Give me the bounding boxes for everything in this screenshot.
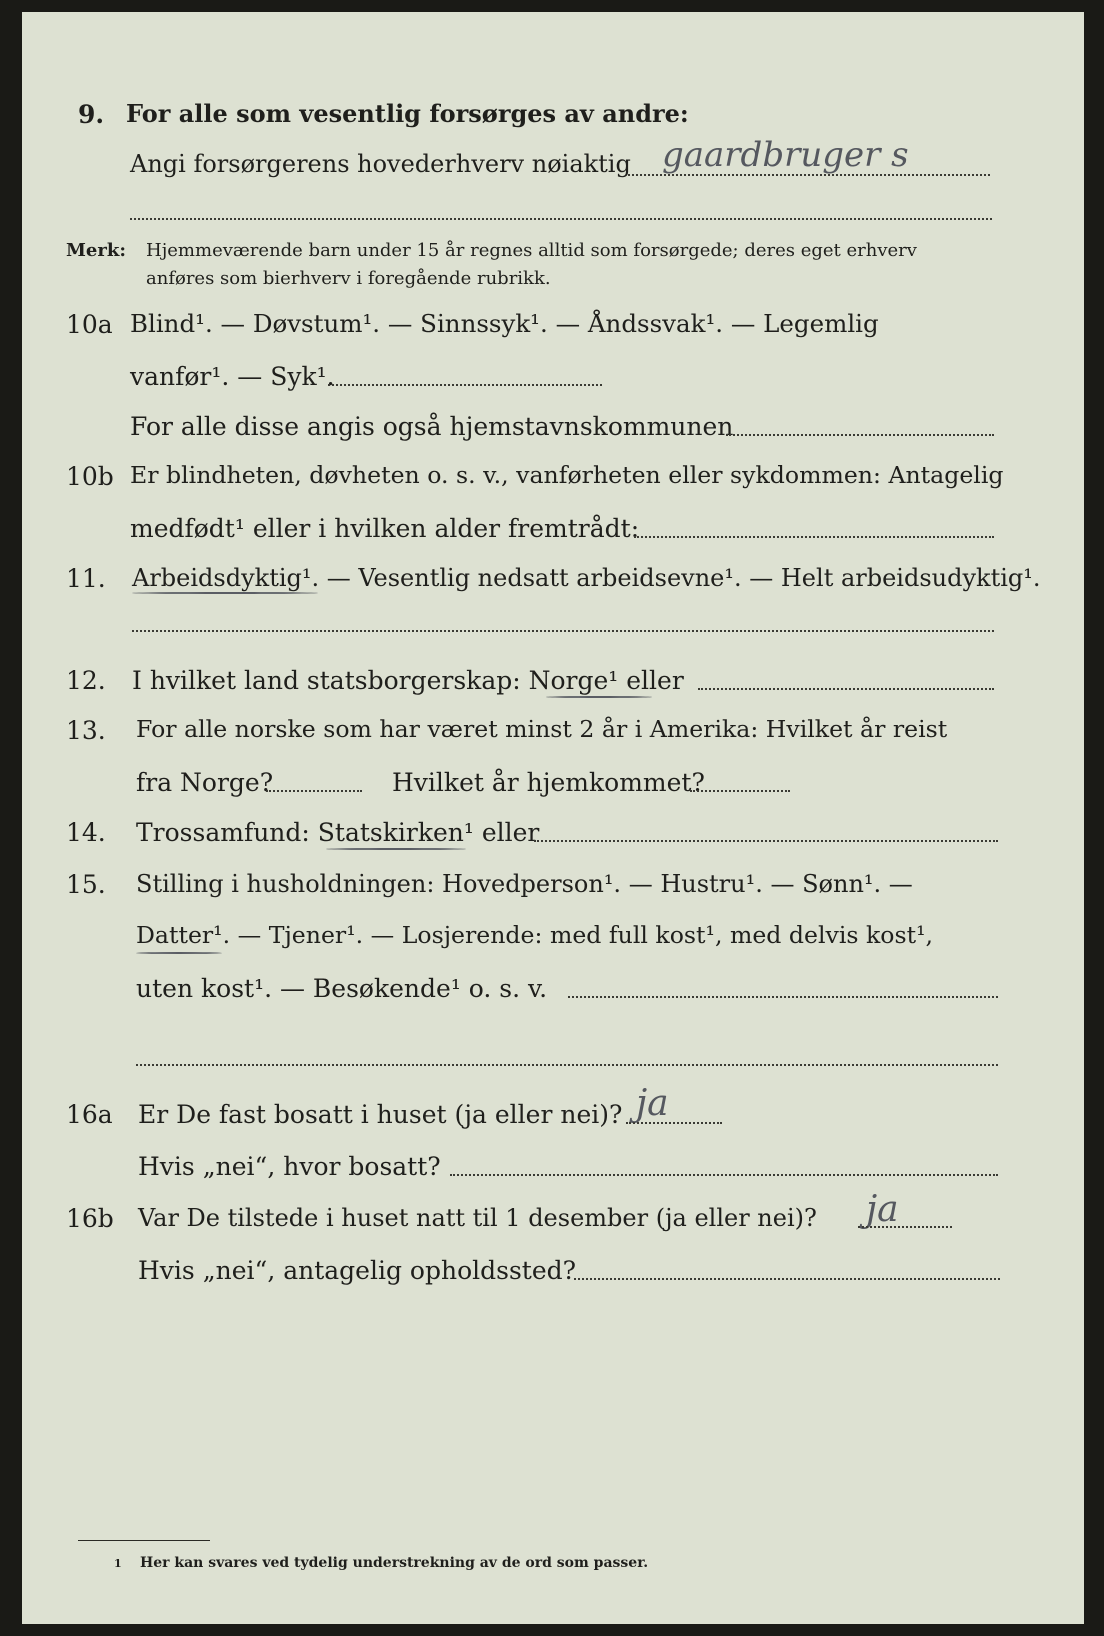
q12-number: 12. — [66, 666, 106, 695]
q16a-line2: Hvis „nei“, hvor bosatt? — [138, 1152, 441, 1181]
q16b-opholdssted-line — [574, 1278, 1000, 1280]
q10a-line3: For alle disse angis også hjemstavnskommunen — [130, 412, 734, 441]
q12-handwritten-underline — [546, 696, 652, 698]
q13-number: 13. — [66, 716, 106, 745]
q10a-kommune-line — [726, 434, 994, 436]
q11-line1: Arbeidsdyktig¹. — Vesentlig nedsatt arbeidsevne¹. — Helt arbeidsudyktig¹. — [132, 564, 1041, 592]
q13-reist-line — [266, 790, 362, 792]
q13-line2a: fra Norge? — [136, 768, 274, 797]
q15-answer-line — [568, 996, 998, 998]
q14-line1: Trossamfund: Statskirken¹ eller — [136, 818, 540, 847]
q10a-number: 10a — [66, 310, 113, 339]
q13-line2b: Hvilket år hjemkommet? — [392, 768, 705, 797]
q16a-number: 16a — [66, 1100, 113, 1129]
merk-note-line1: Hjemmeværende barn under 15 år regnes alltid som forsørgede; deres eget erhverv — [146, 240, 917, 261]
q11-number: 11. — [66, 564, 106, 593]
q14-handwritten-underline — [326, 848, 466, 850]
q9-question-line2: Angi forsørgerens hovederhverv nøiaktig — [130, 150, 631, 178]
footnote-rule — [78, 1540, 210, 1541]
footnote-mark: 1 — [114, 1557, 122, 1570]
footnote-text: Her kan svares ved tydelig understrekning av de ord som passer. — [140, 1555, 649, 1571]
q14-answer-line — [534, 840, 998, 842]
q9-question: For alle som vesentlig forsørges av andre: — [126, 99, 689, 128]
q10b-line2: medfødt¹ eller i hvilken alder fremtrådt: — [130, 514, 640, 543]
q15-number: 15. — [66, 870, 106, 899]
q13-line1: For alle norske som har været minst 2 år i Amerika: Hvilket år reist — [136, 715, 948, 743]
q15-extra-line — [136, 1064, 998, 1066]
q10a-syk-line — [328, 384, 602, 386]
q10b-answer-line — [634, 536, 994, 538]
q9-handwritten-answer: gaardbruger s — [662, 135, 909, 175]
q15-line1: Stilling i husholdningen: Hovedperson¹. — Hustru¹. — Sønn¹. — — [136, 870, 913, 898]
q11-extra-line — [132, 630, 994, 632]
census-form-page — [22, 12, 1084, 1624]
merk-note-line2: anføres som bierhverv i foregående rubrikk. — [146, 268, 551, 289]
q10a-line2: vanfør¹. — Syk¹. — [130, 362, 335, 391]
q9-extra-line — [130, 218, 992, 220]
q16b-line2: Hvis „nei“, antagelig opholdssted? — [138, 1256, 577, 1285]
q16a-answer-line — [626, 1122, 722, 1124]
q12-line1: I hvilket land statsborgerskap: Norge¹ eller — [132, 666, 684, 695]
q10a-line1: Blind¹. — Døvstum¹. — Sinnssyk¹. — Åndssvak¹. — Legemlig — [130, 309, 879, 338]
q10b-number: 10b — [66, 462, 114, 491]
q16b-handwritten-answer: ja — [866, 1189, 899, 1230]
q12-answer-line — [698, 688, 994, 690]
q15-line3: uten kost¹. — Besøkende¹ o. s. v. — [136, 974, 548, 1003]
q16a-handwritten-answer: ja — [636, 1083, 669, 1124]
q9-number: 9. — [78, 100, 105, 129]
merk-label: Merk: — [66, 240, 126, 261]
q14-number: 14. — [66, 818, 106, 847]
q16b-line1: Var De tilstede i huset natt til 1 desember (ja eller nei)? — [138, 1204, 817, 1232]
q15-line2: Datter¹. — Tjener¹. — Losjerende: med full kost¹, med delvis kost¹, — [136, 921, 934, 949]
q13-hjemkommet-line — [690, 790, 790, 792]
q16b-answer-line — [858, 1226, 952, 1228]
q9-answer-line — [628, 174, 990, 176]
q10b-line1: Er blindheten, døvheten o. s. v., vanførheten eller sykdommen: Antagelig — [130, 461, 1004, 489]
q16b-number: 16b — [66, 1204, 114, 1233]
q15-handwritten-underline — [136, 952, 222, 954]
q16a-bosatt-line — [450, 1174, 998, 1176]
q11-handwritten-underline — [132, 592, 318, 594]
q16a-line1: Er De fast bosatt i huset (ja eller nei)? — [138, 1100, 623, 1129]
